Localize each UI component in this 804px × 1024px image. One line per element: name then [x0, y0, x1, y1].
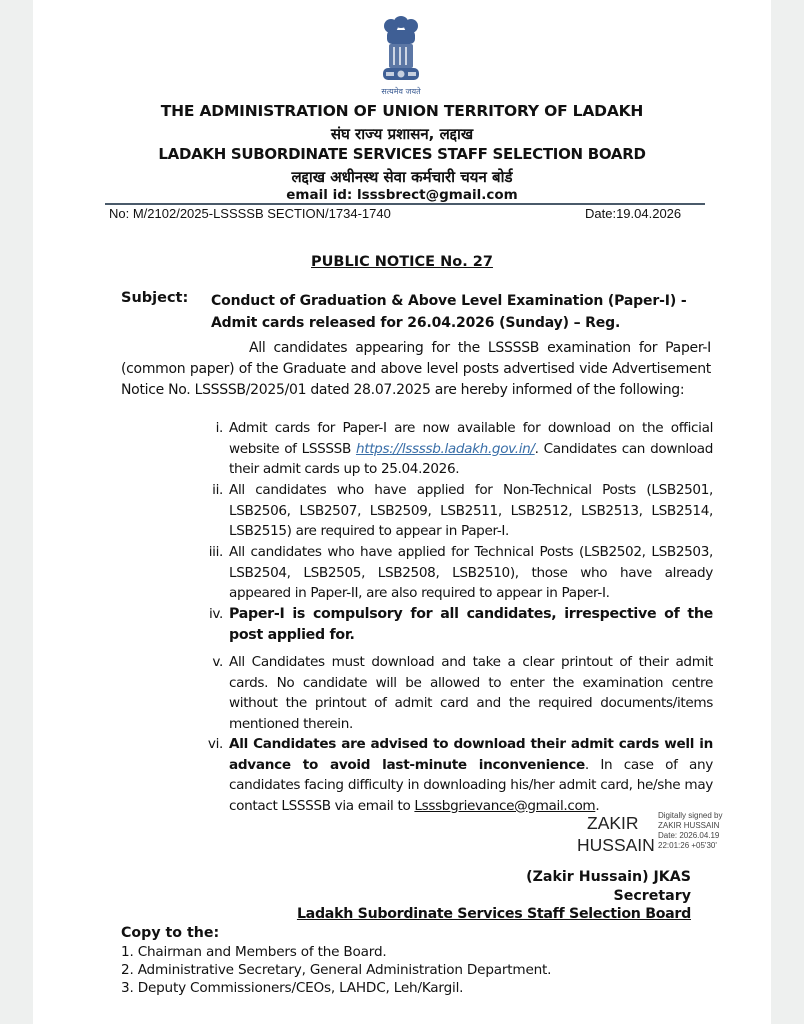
- point-text: . In case of any candidates facing difficulty in downloading his/her admit card, he/she may contact LSSSSB via email to: [229, 756, 713, 814]
- subject-label: Subject:: [121, 290, 189, 306]
- reference-number: No: M/2102/2025-LSSSSB SECTION/1734-1740: [109, 206, 391, 221]
- copy-to-item: 2. Administrative Secretary, General Administration Department.: [121, 962, 552, 978]
- signatory-name: (Zakir Hussain) JKAS: [526, 869, 691, 885]
- intro-text: All candidates appearing for the LSSSSB examination for Paper-I (common paper) of the Graduate and above level posts advertised vide Advertisement Notice No. LSSSSB/2025/01 dated 28.07.2025 are hereby informed of the following:: [121, 340, 711, 398]
- list-item: [183, 418, 713, 482]
- list-item: [183, 604, 713, 648]
- notice-title: PUBLIC NOTICE No. 27: [311, 254, 493, 270]
- document-page: [33, 0, 771, 1024]
- list-number: iii.: [208, 544, 223, 560]
- signatory-designation: Secretary: [613, 888, 691, 904]
- list-item: [183, 652, 713, 736]
- list-number: i.: [215, 420, 223, 436]
- copy-to-item: 1. Chairman and Members of the Board.: [121, 944, 387, 960]
- subject-line-2: Admit cards released for 26.04.2026 (Sunday) – Reg.: [211, 315, 621, 331]
- org-name-english: THE ADMINISTRATION OF UNION TERRITORY OF LADAKH: [160, 102, 644, 120]
- subject-text: [211, 290, 731, 334]
- digital-signature-details: [658, 811, 722, 851]
- copy-to-item: 3. Deputy Commissioners/CEOs, LAHDC, Leh/Kargil.: [121, 980, 464, 996]
- subject-line-1: Conduct of Graduation & Above Level Examination (Paper-I) -: [211, 293, 687, 309]
- point-text: . Candidates can download their admit cards up to 25.04.2026.: [229, 440, 714, 477]
- copy-to-title: Copy to the:: [121, 925, 220, 941]
- list-number: iv.: [208, 606, 223, 622]
- national-emblem-icon: [373, 12, 429, 98]
- signature-meta-line: 22:01:26 +05'30': [658, 841, 717, 850]
- board-name-hindi: लद्दाख अधीनस्थ सेवा कर्मचारी चयन बोर्ड: [291, 168, 513, 186]
- svg-text:सत्यमेव जयते: सत्यमेव जयते: [381, 87, 421, 96]
- grievance-email-link[interactable]: Lsssbgrievance@gmail.com: [414, 797, 596, 814]
- list-item: [183, 734, 713, 818]
- list-number: v.: [212, 654, 223, 670]
- digital-signature-name: [577, 812, 655, 856]
- signatory-office: Ladakh Subordinate Services Staff Selection Board: [296, 906, 691, 922]
- list-text: [229, 734, 713, 816]
- list-number: vi.: [207, 736, 223, 752]
- header-email: email id: lsssbrect@gmail.com: [286, 187, 518, 203]
- signature-meta-line: ZAKIR HUSSAIN: [658, 821, 720, 830]
- list-text: All candidates who have applied for Technical Posts (LSB2502, LSB2503, LSB2504, LSB2505, LSB2508, LSB2510), those who have already appeared in Paper-II, are also required to appear in Paper-I.: [229, 544, 713, 601]
- list-item: [183, 480, 713, 544]
- signature-meta-line: Date: 2026.04.19: [658, 831, 720, 840]
- point-text: .: [595, 797, 600, 814]
- list-text: All candidates who have applied for Non-Technical Posts (LSB2501, LSB2506, LSB2507, LSB2509, LSB2511, LSB2512, LSB2513, LSB2514, LSB2515) are required to appear in Paper-I.: [229, 482, 713, 539]
- signature-name-line: HUSSAIN: [577, 835, 655, 855]
- list-text: Paper-I is compulsory for all candidates, irrespective of the post applied for.: [229, 606, 713, 643]
- point-bold-text: All Candidates are advised to download their admit cards well in advance to avoid last-minute inconvenience: [229, 736, 713, 773]
- website-link[interactable]: https://lssssb.ladakh.gov.in/: [355, 440, 535, 457]
- header-divider: [105, 203, 705, 205]
- list-number: ii.: [212, 482, 223, 498]
- list-text: All Candidates must download and take a clear printout of their admit cards. No candidate will be allowed to enter the examination centre without the printout of admit card and the required documents/items mentioned therein.: [229, 654, 713, 732]
- intro-paragraph: [121, 338, 711, 401]
- point-text: Admit cards for Paper-I are now available for download on the official website of LSSSSB: [229, 420, 713, 457]
- signature-meta-line: Digitally signed by: [658, 811, 723, 820]
- org-name-hindi: संघ राज्य प्रशासन, लद्दाख: [330, 125, 474, 143]
- signature-name-line: ZAKIR: [587, 813, 639, 833]
- list-item: [183, 542, 713, 606]
- board-name-english: LADAKH SUBORDINATE SERVICES STAFF SELECTION BOARD: [158, 145, 646, 163]
- list-text: [229, 418, 713, 480]
- notice-date: Date:19.04.2026: [585, 206, 682, 221]
